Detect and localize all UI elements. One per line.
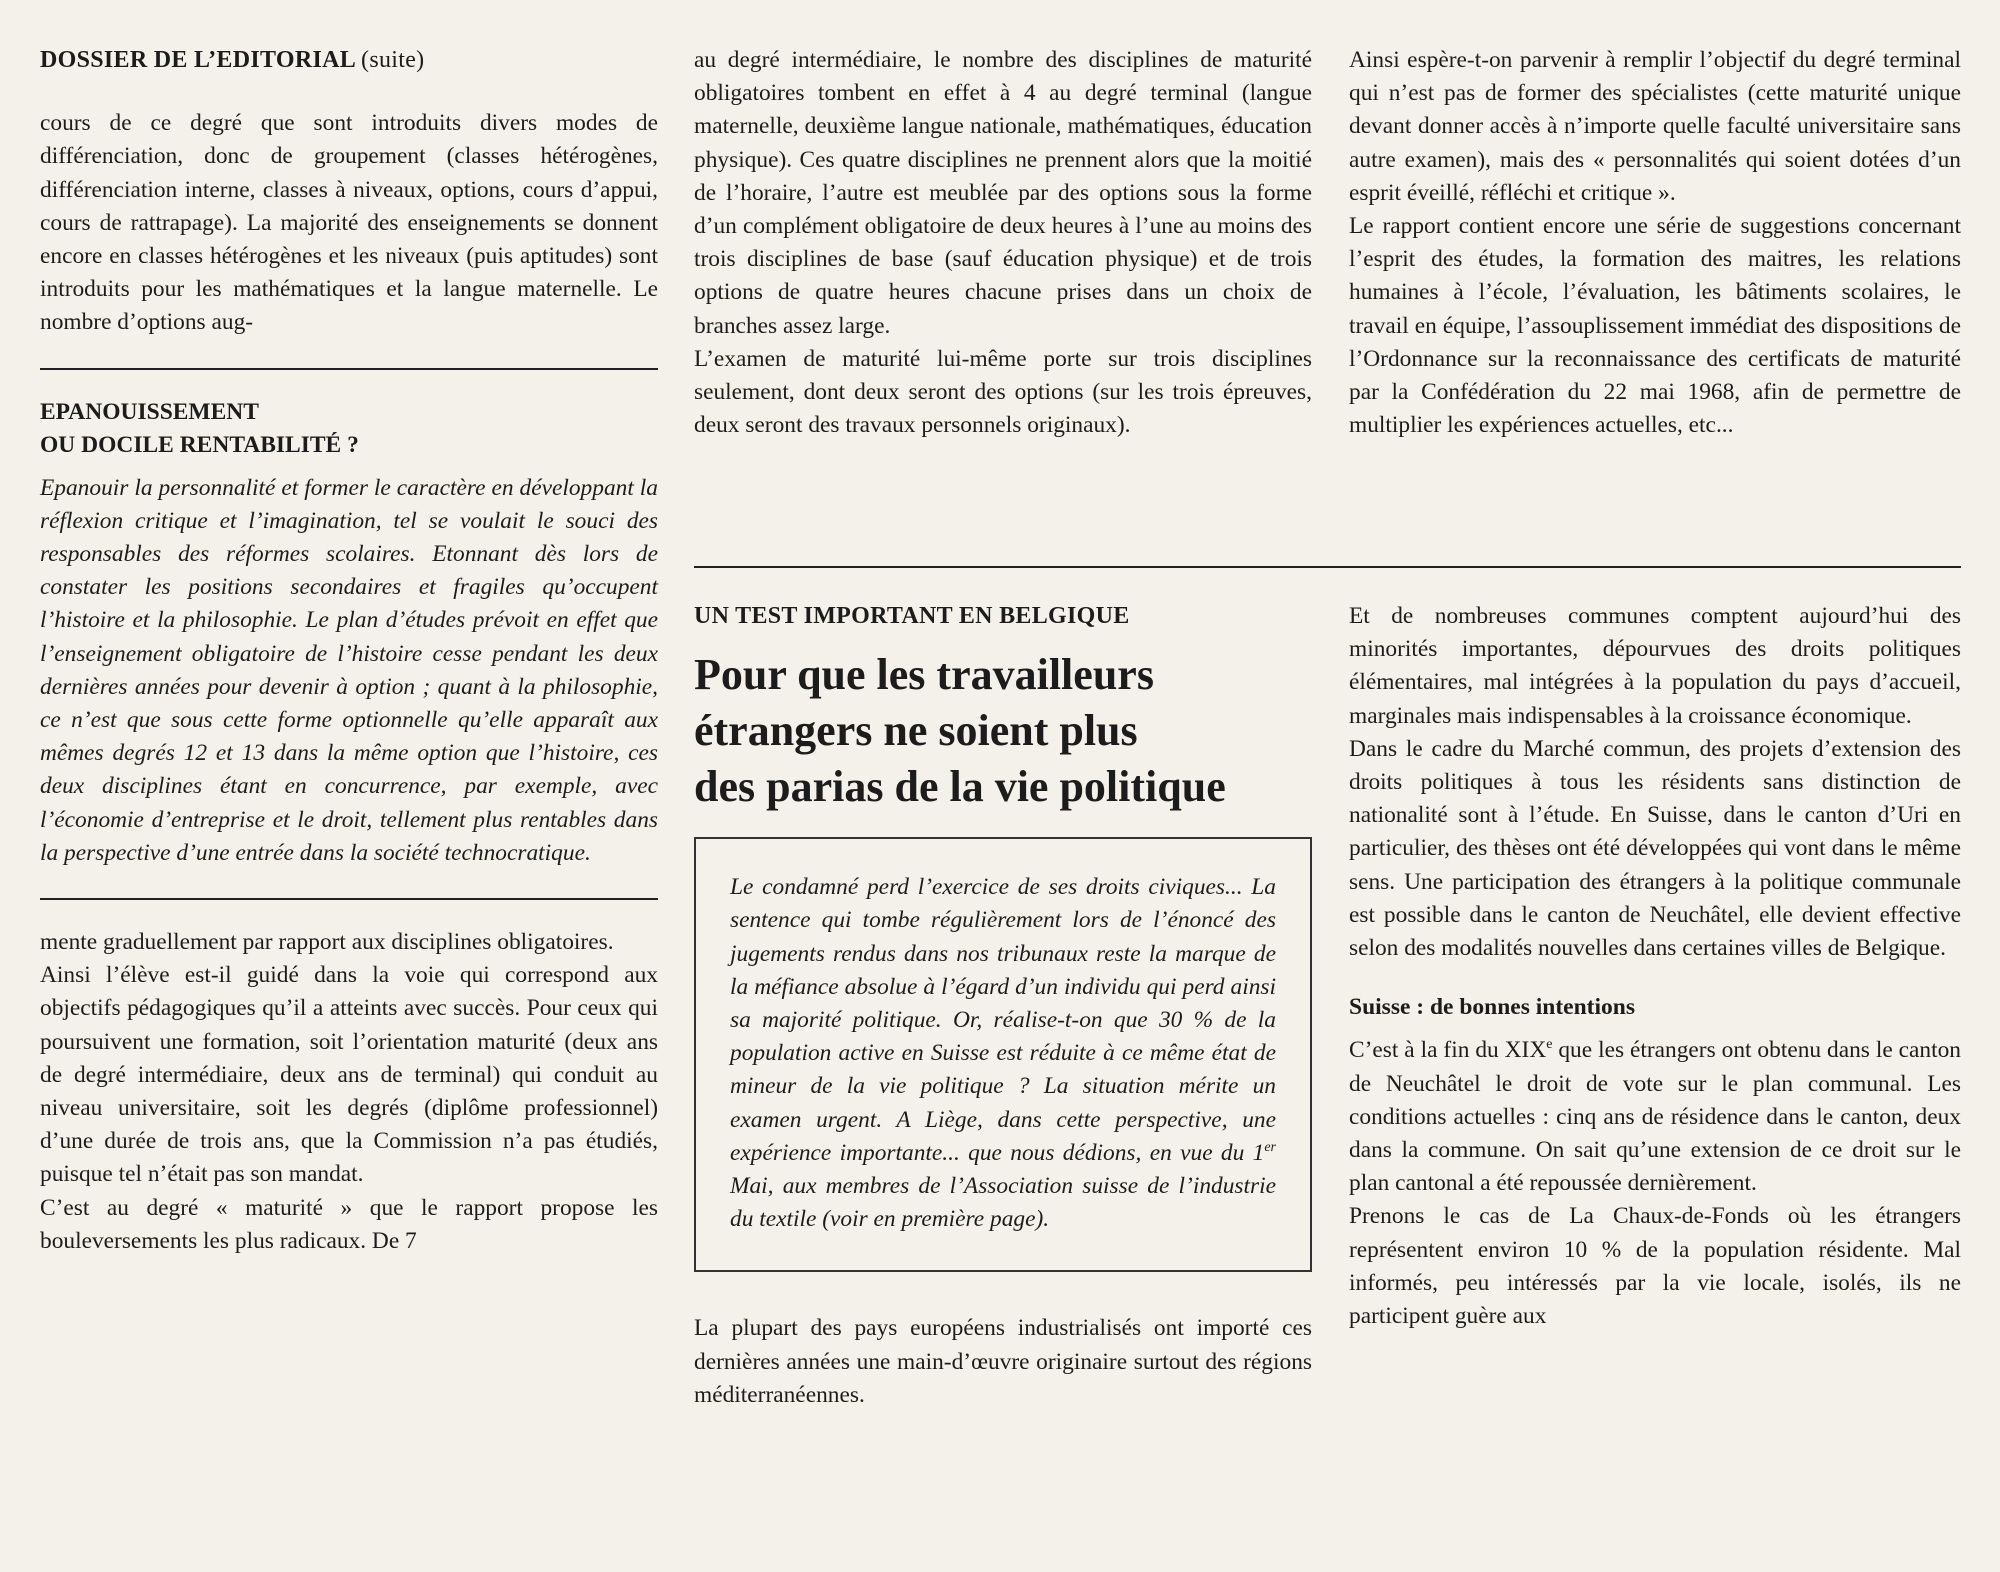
section-heading xyxy=(40,396,658,462)
superscript: er xyxy=(1264,1140,1276,1156)
article-right-column xyxy=(1349,600,1961,1333)
superscript: e xyxy=(1546,1037,1553,1053)
article-kicker: UN TEST IMPORTANT EN BELGIQUE xyxy=(694,603,1130,629)
intro-text-end: Mai, aux membres de l’Association suisse de l’industrie du textile (voir en première page). xyxy=(730,1173,1276,1233)
paragraph: cours de ce degré que sont introduits divers modes de différenciation, donc de groupement (classes hétérogènes, différenciation interne, classes à niveaux, options, cours d’appui, cours de rattrapage). La majorité des enseignements se donnent encore en classes hétérogènes et les niveaux (puis aptitudes) sont introduits pour les mathématiques et la langue maternelle. Le nombre d’options aug- xyxy=(40,110,658,336)
divider xyxy=(40,368,658,370)
intro-box xyxy=(694,837,1312,1272)
spacer xyxy=(40,77,658,107)
headline-line-1: Pour que les travailleurs xyxy=(694,650,1154,700)
paragraph: Le rapport contient encore une série de suggestions concernant l’esprit des études, la formation des maitres, les relations humaines à l’école, l’évaluation, les bâtiments scolaires, le travail en équipe, l’assouplissement immédiat des dispositions de l’Ordonnance sur la reconnaissance des certificats de maturité par la Confédération du 22 mai 1968, afin de permettre de multiplier les expériences actuelles, etc... xyxy=(1349,213,1961,439)
headline-line-3: des parias de la vie politique xyxy=(694,762,1226,812)
column-2 xyxy=(694,44,1312,442)
article-headline xyxy=(694,647,1312,815)
column-3 xyxy=(1349,44,1961,442)
paragraph: L’examen de maturité lui-même porte sur trois disciplines seulement, dont deux seront des options (sur les trois épreuves, deux seront des travaux personnels originaux). xyxy=(694,345,1312,439)
headline-line-2: étrangers ne soient plus xyxy=(694,706,1138,756)
paragraph: mente graduellement par rapport aux disciplines obligatoires. xyxy=(40,929,614,956)
paragraph xyxy=(1349,1034,1961,1200)
text: C’est à la fin du XIX xyxy=(1349,1037,1547,1064)
text: que les étrangers ont obtenu dans le canton de Neuchâtel le droit de vote sur le plan communal. Les conditions actuelles : cinq ans de résidence dans le canton, deux dans la commune. On sait qu’une extension de ce droit sur le plan cantonal a été repoussée dernièrement. xyxy=(1349,1037,1961,1197)
paragraph: Dans le cadre du Marché commun, des projets d’extension des droits politiques à tous les résidents sans distinction de nationalité sont à l’étude. En Suisse, dans le canton d’Uri en particulier, des thèses ont été développées qui vont dans le même sens. Une participation des étrangers à la politique communale est possible dans le canton de Neuchâtel, elle devient effective selon des modalités nouvelles dans certaines villes de Belgique. xyxy=(1349,735,1961,962)
heading-line-1: EPANOUISSEMENT xyxy=(40,398,259,425)
intro-text: Le condamné perd l’exercice de ses droits civiques... La sentence qui tombe régulièrement lors de l’énoncé des jugements rendus dans nos tribunaux reste la marque de la méfiance absolue à l’égard d’un individu qui perd ainsi sa majorité politique. Or, réalise-t-on que 30 % de la population active en Suisse est réduite à ce même état de mineur de la vie politique ? La situation mérite un examen urgent. A Liège, dans cette perspective, une expérience importante... que nous dédions, en vue du 1 xyxy=(730,874,1276,1166)
heading-line-2: OU DOCILE RENTABILITÉ ? xyxy=(40,431,359,458)
paragraph: Prenons le cas de La Chaux-de-Fonds où les étrangers représentent environ 10 % de la population résidente. Mal informés, peu intéressés par la vie locale, isolés, ils ne participent guère aux xyxy=(1349,1203,1961,1330)
article-divider xyxy=(694,566,1961,568)
divider xyxy=(40,898,658,900)
italic-paragraph: Epanouir la personnalité et former le caractère en développant la réflexion critique et l’imagination, tel se voulait le souci des responsables des réformes scolaires. Etonnant dès lors de constater les positions secondaires et fragiles qu’occupent l’histoire et la philosophie. Le plan d’études prévoit en effet que l’enseignement obligatoire de l’histoire cesse pendant les deux dernières années pour devenir à option ; quant à la philosophie, ce n’est que sous cette forme optionnelle qu’elle apparaît aux mêmes degrés 12 et 13 dans la même option que l’histoire, ces deux disciplines étant en concurrence, par exemple, avec l’économie d’entreprise et le droit, tellement plus rentables dans la perspective d’une entrée dans la société technocratique. xyxy=(40,474,658,866)
article-left-column xyxy=(694,600,1312,1412)
section-kicker xyxy=(40,44,658,77)
column-1 xyxy=(40,44,658,1258)
paragraph: Ainsi espère-t-on parvenir à remplir l’objectif du degré terminal qui n’est pas de former des spécialistes (cette maturité unique devant donner accès à n’importe quelle faculté universitaire sans autre examen), mais des « personnalités qui soient dotées d’un esprit éveillé, réfléchi et critique ». xyxy=(1349,47,1961,206)
subheading: Suisse : de bonnes intentions xyxy=(1349,994,1635,1021)
kicker-suite: (suite) xyxy=(361,47,425,73)
paragraph: C’est au degré « maturité » que le rapport propose les bouleversements les plus radicaux. De 7 xyxy=(40,1194,658,1254)
kicker-text: DOSSIER DE L’EDITORIAL xyxy=(40,47,355,73)
paragraph: Et de nombreuses communes comptent aujourd’hui des minorités importantes, dépourvues des droits politiques élémentaires, mal intégrées à la population du pays d’accueil, marginales mais indispensables à la croissance économique. xyxy=(1349,603,1961,729)
paragraph: Ainsi l’élève est-il guidé dans la voie qui correspond aux objectifs pédagogiques qu’il a atteints avec succès. Pour ceux qui poursuivent une formation, soit l’orientation maturité (deux ans de degré intermédiaire, deux ans de terminal) qui conduit au niveau universitaire, soit les degrés (diplôme professionnel) d’une durée de trois ans, que la Commission n’a pas étudiés, puisque tel n’était pas son mandat. xyxy=(40,962,658,1188)
paragraph: au degré intermédiaire, le nombre des disciplines de maturité obligatoires tombent en effet à 4 au degré terminal (langue maternelle, deuxième langue nationale, mathématiques, éducation physique). Ces quatre disciplines ne prennent alors que la moitié de l’horaire, l’autre est meublée par des options sous la forme d’un complément obligatoire de deux heures à l’une au moins des trois disciplines de base (sauf éducation physique) et de trois options de quatre heures chacune prises dans un choix de branches assez large. xyxy=(694,47,1312,339)
paragraph: La plupart des pays européens industrialisés ont importé ces dernières années une main-d’œuvre originaire surtout des régions méditerranéennes. xyxy=(694,1315,1312,1408)
